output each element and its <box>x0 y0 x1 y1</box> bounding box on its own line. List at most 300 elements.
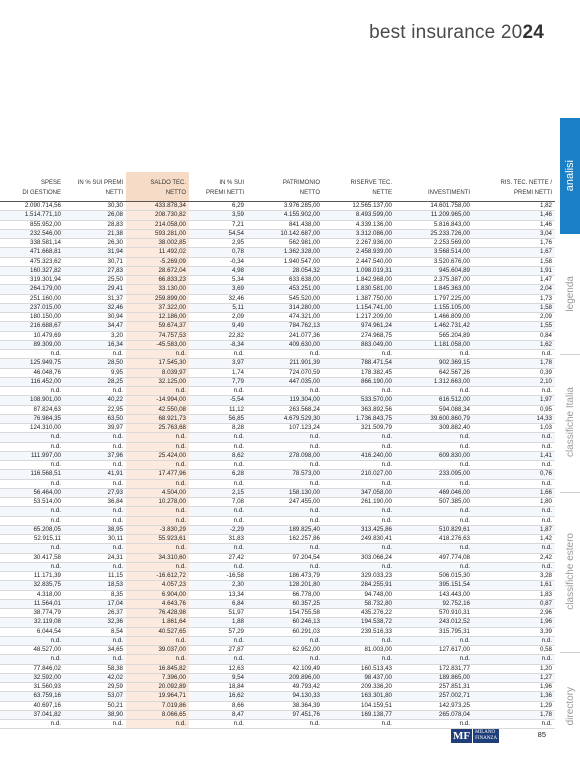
table-cell: 76.428,98 <box>126 609 189 618</box>
table-cell: n.d. <box>473 387 555 396</box>
table-cell: n.d. <box>64 562 126 571</box>
table-cell: 30,11 <box>64 535 126 544</box>
table-cell: 2,15 <box>189 488 247 497</box>
table-cell: 158.130,00 <box>247 488 323 497</box>
table-cell: n.d. <box>64 433 126 442</box>
table-cell: 1,78 <box>473 359 555 368</box>
table-cell: n.d. <box>323 544 395 553</box>
table-cell: 189.865,00 <box>395 673 473 682</box>
table-cell: 50,21 <box>64 701 126 710</box>
table-cell: 16.845,82 <box>126 664 189 673</box>
table-cell: 32.835,75 <box>0 581 64 590</box>
table-cell: 77.846,02 <box>0 664 64 673</box>
table-cell: n.d. <box>473 433 555 442</box>
table-cell: 1,83 <box>473 590 555 599</box>
table-cell: 363.892,56 <box>323 405 395 414</box>
table-cell: 68.921,73 <box>126 414 189 423</box>
table-cell: n.d. <box>126 442 189 451</box>
table-cell: n.d. <box>0 507 64 516</box>
table-cell: 28,25 <box>64 377 126 386</box>
table-cell: 642.567,26 <box>395 368 473 377</box>
table-cell: 883.049,00 <box>323 340 395 349</box>
table-cell: n.d. <box>126 479 189 488</box>
table-cell: n.d. <box>126 433 189 442</box>
table-cell: 545.520,00 <box>247 294 323 303</box>
table-cell: 1.312.663,00 <box>395 377 473 386</box>
table-row <box>0 248 555 257</box>
table-cell: 2,30 <box>189 581 247 590</box>
table-cell: 3.976.285,00 <box>247 202 323 211</box>
table-cell: 17,04 <box>64 599 126 608</box>
table-cell: 1,80 <box>473 498 555 507</box>
table-cell: n.d. <box>189 479 247 488</box>
table-cell: 27,42 <box>189 553 247 562</box>
table-cell: 66.778,00 <box>247 590 323 599</box>
table-row <box>0 553 555 562</box>
tab-label: directory <box>564 686 576 726</box>
table-cell: 1,96 <box>473 618 555 627</box>
table-cell: 0,76 <box>473 470 555 479</box>
table-cell: 3,20 <box>64 331 126 340</box>
table-cell: 1,66 <box>473 488 555 497</box>
table-cell: 562.981,00 <box>247 239 323 248</box>
table-cell: 143.443,00 <box>395 590 473 599</box>
table-cell: 31,37 <box>64 294 126 303</box>
table-cell: 81.003,00 <box>323 646 395 655</box>
table-cell: 209.336,20 <box>323 683 395 692</box>
table-cell: 116.452,00 <box>0 377 64 386</box>
table-cell: 27,93 <box>64 488 126 497</box>
table-cell: 1,42 <box>473 535 555 544</box>
table-row <box>0 599 555 608</box>
table-cell: 14.601.758,00 <box>395 202 473 211</box>
table-cell: 38,95 <box>64 525 126 534</box>
table-cell: 34,65 <box>64 646 126 655</box>
table-cell: 49.793,42 <box>247 683 323 692</box>
table-cell: n.d. <box>126 516 189 525</box>
table-cell: 239.516,33 <box>323 627 395 636</box>
table-cell: 94.748,00 <box>323 590 395 599</box>
table-cell: n.d. <box>189 507 247 516</box>
table-row <box>0 479 555 488</box>
table-cell: 38.774,79 <box>0 609 64 618</box>
table-cell: 163.301,80 <box>323 692 395 701</box>
table-cell: n.d. <box>473 516 555 525</box>
table-cell: 395.151,54 <box>395 581 473 590</box>
table-cell: 1,76 <box>473 239 555 248</box>
table-cell: 1,47 <box>473 276 555 285</box>
table-cell: n.d. <box>64 544 126 553</box>
table-cell: n.d. <box>0 720 64 729</box>
column-header <box>473 172 555 202</box>
table-cell: 87.824,63 <box>0 405 64 414</box>
table-cell: 107.123,24 <box>247 424 323 433</box>
table-cell: 172.831,77 <box>395 664 473 673</box>
table-cell: 210.027,00 <box>323 470 395 479</box>
table-cell: 474.321,00 <box>247 313 323 322</box>
table-cell: 6,29 <box>189 202 247 211</box>
table-cell: 0,84 <box>473 331 555 340</box>
table-cell: 0,78 <box>189 248 247 257</box>
table-row <box>0 229 555 238</box>
table-row <box>0 525 555 534</box>
table-row <box>0 673 555 682</box>
table-cell: 10.479,69 <box>0 331 64 340</box>
table-cell: n.d. <box>64 507 126 516</box>
table-cell: 25.424,00 <box>126 451 189 460</box>
table-cell: 1.362.328,00 <box>247 248 323 257</box>
table-cell: 40,22 <box>64 396 126 405</box>
table-cell: 97.204,54 <box>247 553 323 562</box>
table-cell: n.d. <box>247 655 323 664</box>
table-cell: 48.527,00 <box>0 646 64 655</box>
table-cell: -14.994,00 <box>126 396 189 405</box>
table-cell: 52.915,11 <box>0 535 64 544</box>
table-cell: 111.997,00 <box>0 451 64 460</box>
table-cell: 22,95 <box>64 405 126 414</box>
table-cell: -45.583,00 <box>126 340 189 349</box>
table-cell: 974.961,24 <box>323 322 395 331</box>
table-cell: 2,09 <box>189 313 247 322</box>
table-cell: 11.492,02 <box>126 248 189 257</box>
table-cell: 1.154.741,00 <box>323 303 395 312</box>
table-cell: 0,39 <box>473 368 555 377</box>
table-cell: 855.952,00 <box>0 220 64 229</box>
table-cell: 1,61 <box>473 581 555 590</box>
table-cell: 8,54 <box>64 627 126 636</box>
table-row <box>0 710 555 719</box>
logo-line-2: FINANZA <box>475 736 498 741</box>
column-header-line-2: NETTO <box>165 190 186 196</box>
table-cell: n.d. <box>189 433 247 442</box>
data-table-wrapper <box>0 172 555 729</box>
table-cell: 6,28 <box>189 470 247 479</box>
table-cell: 19.964,71 <box>126 692 189 701</box>
table-cell: n.d. <box>247 350 323 359</box>
table-cell: 30.417,58 <box>0 553 64 562</box>
table-cell: 416.240,00 <box>323 451 395 460</box>
table-cell: 8,28 <box>189 424 247 433</box>
table-cell: 124.310,00 <box>0 424 64 433</box>
table-cell: 8,47 <box>189 710 247 719</box>
table-cell: n.d. <box>64 720 126 729</box>
table-cell: 10.142.687,00 <box>247 229 323 238</box>
table-cell: 247.455,00 <box>247 498 323 507</box>
table-cell: 66.833,23 <box>126 276 189 285</box>
table-cell: 10.278,00 <box>126 498 189 507</box>
table-cell: 7,08 <box>189 498 247 507</box>
table-cell: 309.882,40 <box>395 424 473 433</box>
table-cell: 274.968,75 <box>323 331 395 340</box>
tab-divider <box>560 354 580 355</box>
table-cell: 6.904,00 <box>126 590 189 599</box>
table-cell: n.d. <box>0 562 64 571</box>
table-cell: 1.387.750,00 <box>323 294 395 303</box>
table-cell: 28.054,32 <box>247 266 323 275</box>
table-cell: 257.851,31 <box>395 683 473 692</box>
column-header <box>247 172 323 202</box>
table-cell: 9,49 <box>189 322 247 331</box>
table-cell: 3,04 <box>473 229 555 238</box>
table-cell: n.d. <box>395 461 473 470</box>
table-cell: 28,50 <box>64 359 126 368</box>
table-cell: 0,58 <box>473 646 555 655</box>
table-cell: n.d. <box>473 479 555 488</box>
table-cell: 609.830,00 <box>395 451 473 460</box>
table-cell: n.d. <box>126 461 189 470</box>
table-cell: 469.046,00 <box>395 488 473 497</box>
column-header-line-1: RISERVE TEC. <box>350 180 392 186</box>
table-row <box>0 618 555 627</box>
table-cell: 497.774,08 <box>395 553 473 562</box>
tab-divider <box>560 492 580 493</box>
table-cell: 34.310,60 <box>126 553 189 562</box>
table-cell: 42,02 <box>64 673 126 682</box>
table-cell: 12.565.137,00 <box>323 202 395 211</box>
table-cell: 194.538,72 <box>323 618 395 627</box>
table-cell: n.d. <box>473 461 555 470</box>
table-row <box>0 535 555 544</box>
insurance-data-table <box>0 172 555 729</box>
table-cell: 31.560,93 <box>0 683 64 692</box>
brand-year: 24 <box>522 22 544 43</box>
table-cell: 453.251,00 <box>247 285 323 294</box>
table-cell: 104.159,51 <box>323 701 395 710</box>
table-cell: 57,29 <box>189 627 247 636</box>
table-cell: 37.322,00 <box>126 303 189 312</box>
table-row <box>0 396 555 405</box>
table-row <box>0 507 555 516</box>
table-cell: n.d. <box>473 507 555 516</box>
table-cell: 32,46 <box>64 303 126 312</box>
table-cell: n.d. <box>0 433 64 442</box>
table-row <box>0 581 555 590</box>
table-cell: 1.940.547,00 <box>247 257 323 266</box>
table-cell: 447.035,00 <box>247 377 323 386</box>
table-cell: 8.493.599,00 <box>323 211 395 220</box>
table-cell: 264.179,00 <box>0 285 64 294</box>
table-cell: 570.910,31 <box>395 609 473 618</box>
table-cell: 209.896,00 <box>247 673 323 682</box>
table-cell: 7.396,00 <box>126 673 189 682</box>
brand-text: best insurance 20 <box>369 22 523 43</box>
table-cell: 724.070,59 <box>247 368 323 377</box>
table-cell: n.d. <box>473 636 555 645</box>
table-cell: 16,62 <box>189 692 247 701</box>
table-cell: n.d. <box>247 507 323 516</box>
table-row <box>0 331 555 340</box>
table-cell: 160.327,82 <box>0 266 64 275</box>
table-row <box>0 572 555 581</box>
table-cell: 32.119,08 <box>0 618 64 627</box>
table-cell: 1,55 <box>473 322 555 331</box>
table-cell: n.d. <box>189 350 247 359</box>
table-cell: n.d. <box>473 720 555 729</box>
table-cell: 116.568,51 <box>0 470 64 479</box>
table-row <box>0 470 555 479</box>
table-cell: 154.755,58 <box>247 609 323 618</box>
table-cell: 34,47 <box>64 322 126 331</box>
table-cell: 12.186,00 <box>126 313 189 322</box>
column-header-line-1: SPESE <box>40 180 61 186</box>
table-row <box>0 414 555 423</box>
table-cell: 37.041,82 <box>0 710 64 719</box>
table-cell: 127.617,00 <box>395 646 473 655</box>
table-cell: 27,83 <box>64 266 126 275</box>
table-cell: 1.155.105,00 <box>395 303 473 312</box>
table-cell: 13,34 <box>189 590 247 599</box>
table-cell: n.d. <box>126 562 189 571</box>
table-cell: 1,88 <box>189 618 247 627</box>
table-cell: 7,21 <box>189 220 247 229</box>
table-cell: 53,07 <box>64 692 126 701</box>
table-cell: 40.527,65 <box>126 627 189 636</box>
table-cell: 97.451,76 <box>247 710 323 719</box>
tab-classifiche-italia[interactable] <box>560 358 580 486</box>
table-row <box>0 636 555 645</box>
logo-mark: MF <box>453 730 471 742</box>
column-header-line-1: RIS. TEC. NETTE / <box>500 180 552 186</box>
table-cell: 26,08 <box>64 211 126 220</box>
table-row <box>0 683 555 692</box>
table-cell: 241.077,36 <box>247 331 323 340</box>
tab-legenda[interactable] <box>560 240 580 348</box>
tab-label: classifiche Italia <box>564 386 576 458</box>
table-row <box>0 322 555 331</box>
table-cell: n.d. <box>473 562 555 571</box>
table-cell: 128.201,80 <box>247 581 323 590</box>
table-cell: n.d. <box>64 516 126 525</box>
table-row <box>0 350 555 359</box>
table-cell: 11.564,01 <box>0 599 64 608</box>
column-header-line-1: INVESTIMENTI <box>427 190 470 196</box>
tab-directory[interactable] <box>560 656 580 756</box>
table-cell: n.d. <box>323 516 395 525</box>
table-cell: 14,33 <box>473 414 555 423</box>
table-row <box>0 692 555 701</box>
table-cell: 32.125,00 <box>126 377 189 386</box>
table-cell: n.d. <box>0 544 64 553</box>
table-cell: 160.513,43 <box>323 664 395 673</box>
table-cell: n.d. <box>323 387 395 396</box>
table-cell: n.d. <box>247 544 323 553</box>
table-cell: n.d. <box>323 350 395 359</box>
table-cell: 2,95 <box>189 239 247 248</box>
table-cell: 65.208,05 <box>0 525 64 534</box>
table-cell: n.d. <box>64 387 126 396</box>
table-cell: 1,58 <box>473 303 555 312</box>
tab-analisi[interactable] <box>560 118 580 234</box>
table-cell: n.d. <box>323 433 395 442</box>
table-row <box>0 461 555 470</box>
tab-classifiche-estero[interactable] <box>560 496 580 646</box>
table-cell: 39.037,00 <box>126 646 189 655</box>
table-cell: 60.246,13 <box>247 618 323 627</box>
column-header <box>0 172 64 202</box>
table-cell: 1,96 <box>473 683 555 692</box>
table-cell: n.d. <box>189 461 247 470</box>
table-cell: n.d. <box>0 479 64 488</box>
table-cell: n.d. <box>247 720 323 729</box>
table-cell: 593.281,00 <box>126 229 189 238</box>
table-cell: 18,84 <box>189 683 247 692</box>
table-cell: 169.138,77 <box>323 710 395 719</box>
table-cell: 594.088,34 <box>395 405 473 414</box>
table-cell: 56.464,00 <box>0 488 64 497</box>
table-cell: 243.012,52 <box>395 618 473 627</box>
table-cell: 321.509,79 <box>323 424 395 433</box>
table-cell: 2,10 <box>473 377 555 386</box>
table-cell: 303.066,24 <box>323 553 395 562</box>
table-cell: -5,54 <box>189 396 247 405</box>
table-cell: 2.375.387,00 <box>395 276 473 285</box>
table-cell: 59.674,37 <box>126 322 189 331</box>
table-row <box>0 433 555 442</box>
table-cell: 37,96 <box>64 451 126 460</box>
column-header-line-2: PREMI NETTI <box>513 190 552 196</box>
table-cell: 2.458.939,00 <box>323 248 395 257</box>
table-row <box>0 498 555 507</box>
table-cell: n.d. <box>395 479 473 488</box>
table-cell: 278.098,00 <box>247 451 323 460</box>
table-cell: 1,87 <box>473 525 555 534</box>
table-cell: 1.098.019,31 <box>323 266 395 275</box>
table-cell: -8,34 <box>189 340 247 349</box>
column-header <box>64 172 126 202</box>
table-cell: n.d. <box>126 387 189 396</box>
table-cell: 1,36 <box>473 692 555 701</box>
table-cell: 4.504,00 <box>126 488 189 497</box>
page-number: 85 <box>537 730 546 739</box>
table-cell: n.d. <box>395 636 473 645</box>
table-cell: 38,90 <box>64 710 126 719</box>
table-cell: n.d. <box>64 479 126 488</box>
table-cell: n.d. <box>395 720 473 729</box>
table-row <box>0 646 555 655</box>
table-cell: 22,82 <box>189 331 247 340</box>
table-cell: 41,91 <box>64 470 126 479</box>
table-cell: 54,54 <box>189 229 247 238</box>
table-cell: 313.425,86 <box>323 525 395 534</box>
table-cell: 25.233.726,00 <box>395 229 473 238</box>
table-cell: n.d. <box>64 636 126 645</box>
table-cell: 4,98 <box>189 266 247 275</box>
table-cell: n.d. <box>126 544 189 553</box>
table-cell: 178.382,45 <box>323 368 395 377</box>
table-cell: n.d. <box>395 507 473 516</box>
table-cell: n.d. <box>189 720 247 729</box>
table-cell: 76.984,35 <box>0 414 64 423</box>
table-cell: -0,34 <box>189 257 247 266</box>
column-header-line-2: NETTI <box>105 190 123 196</box>
table-cell: 55.923,61 <box>126 535 189 544</box>
table-cell: 60.357,25 <box>247 599 323 608</box>
column-header <box>189 172 247 202</box>
table-cell: n.d. <box>473 442 555 451</box>
table-cell: n.d. <box>395 516 473 525</box>
table-cell: 42.550,08 <box>126 405 189 414</box>
table-cell: 2,96 <box>473 609 555 618</box>
table-cell: 1,82 <box>473 202 555 211</box>
table-cell: 119.304,00 <box>247 396 323 405</box>
table-cell: 36,84 <box>64 498 126 507</box>
table-cell: n.d. <box>0 516 64 525</box>
table-row <box>0 405 555 414</box>
table-cell: 24,31 <box>64 553 126 562</box>
table-cell: 2.447.540,00 <box>323 257 395 266</box>
table-cell: 30,94 <box>64 313 126 322</box>
table-cell: 1.736.843,75 <box>323 414 395 423</box>
